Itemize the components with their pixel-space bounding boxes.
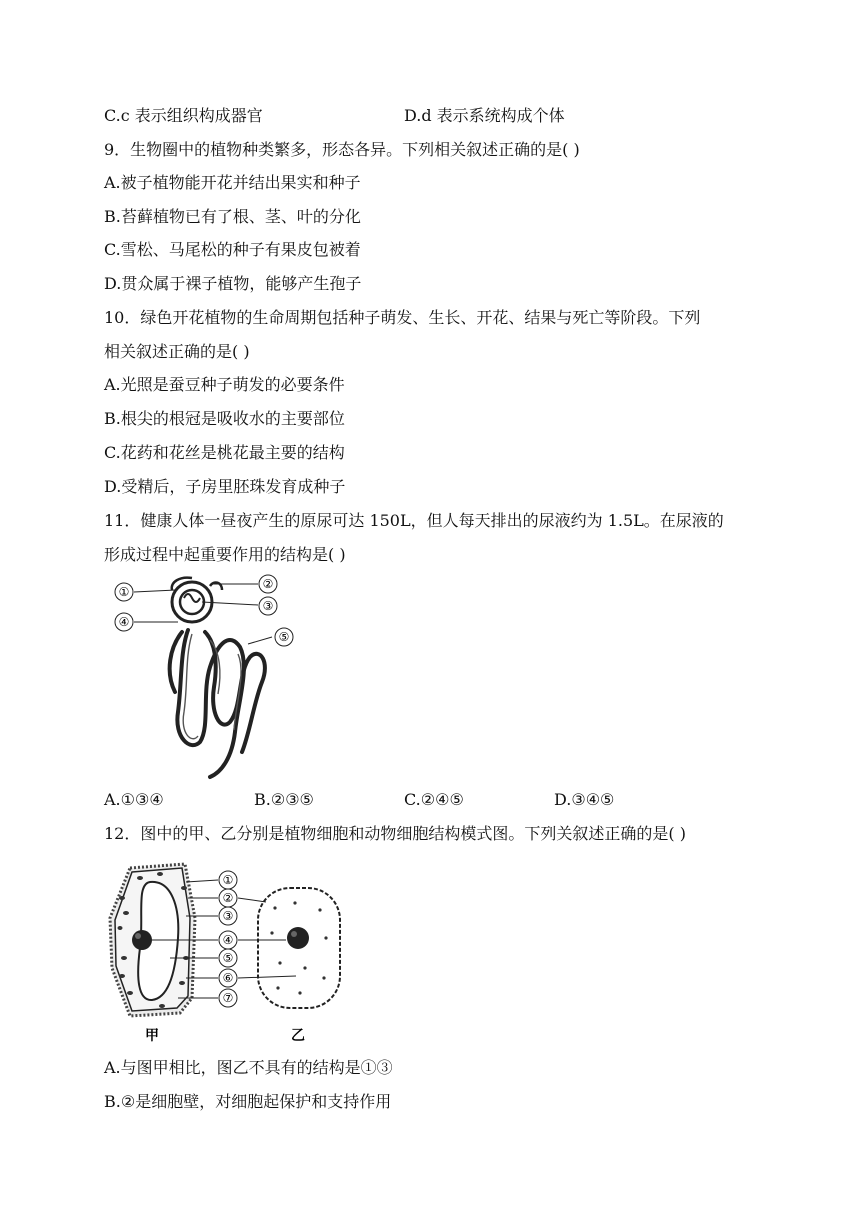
q11-stem-line1: 11．健康人体一昼夜产生的原尿可达 150L，但人每天排出的尿液约为 1.5L。在尿液的	[104, 511, 724, 530]
cell-label-6	[219, 969, 237, 987]
svg-text:④: ④	[118, 615, 130, 629]
q10-option-c: C.花药和花丝是桃花最主要的结构	[104, 443, 345, 462]
q11-option-b: B.②③⑤	[254, 790, 314, 809]
svg-text:⑤: ⑤	[222, 951, 234, 965]
cell-label-7	[219, 989, 237, 1007]
q12-option-b: B.②是细胞壁，对细胞起保护和支持作用	[104, 1092, 392, 1111]
q12-option-a: A.与图甲相比，图乙不具有的结构是①③	[104, 1058, 393, 1077]
q10-stem-line1: 10．绿色开花植物的生命周期包括种子萌发、生长、开花、结果与死亡等阶段。下列	[104, 308, 701, 327]
q9-option-c: C.雪松、马尾松的种子有果皮包被着	[104, 240, 361, 259]
q10-option-d: D.受精后，子房里胚珠发育成种子	[104, 477, 346, 496]
q9-option-d: D.贯众属于裸子植物，能够产生孢子	[104, 274, 362, 293]
q11-option-d: D.③④⑤	[554, 790, 615, 809]
cell-label-3	[219, 907, 237, 925]
q8-option-c: C.c 表示组织构成器官	[104, 106, 263, 125]
q9-option-b: B.苔藓植物已有了根、茎、叶的分化	[104, 207, 361, 226]
svg-text:①: ①	[118, 585, 130, 599]
animal-cell	[258, 888, 340, 1008]
caption-jia: 甲	[145, 1028, 159, 1044]
caption-yi: 乙	[291, 1028, 305, 1044]
cell-label-4	[219, 931, 237, 949]
cell-diagram	[100, 858, 360, 1048]
svg-text:④: ④	[222, 933, 234, 947]
q12-stem: 12．图中的甲、乙分别是植物细胞和动物细胞结构模式图。下列关叙述正确的是( )	[104, 824, 686, 843]
q10-option-b: B.根尖的根冠是吸收水的主要部位	[104, 409, 345, 428]
svg-text:⑤: ⑤	[278, 630, 290, 644]
svg-text:②: ②	[222, 891, 234, 905]
q10-option-a: A.光照是蚕豆种子萌发的必要条件	[104, 375, 345, 394]
nephron-label-3	[259, 597, 277, 615]
cell-label-5	[219, 949, 237, 967]
q9-stem: 9．生物圈中的植物种类繁多，形态各异。下列相关叙述正确的是( )	[104, 140, 580, 159]
q9-option-a: A.被子植物能开花并结出果实和种子	[104, 173, 361, 192]
svg-text:⑥: ⑥	[222, 971, 234, 985]
nephron-label-1	[115, 583, 133, 601]
q11-option-c: C.②④⑤	[404, 790, 464, 809]
svg-text:①: ①	[222, 873, 234, 887]
q10-stem-line2: 相关叙述正确的是( )	[104, 342, 250, 361]
q11-option-a: A.①③④	[104, 790, 164, 809]
cell-label-1	[219, 871, 237, 889]
svg-text:⑦: ⑦	[222, 991, 234, 1005]
svg-text:③: ③	[262, 599, 274, 613]
nephron-label-5	[275, 628, 293, 646]
svg-text:②: ②	[262, 577, 274, 591]
nephron-label-4	[115, 613, 133, 631]
q8-option-d: D.d 表示系统构成个体	[404, 106, 565, 125]
q11-stem-line2: 形成过程中起重要作用的结构是( )	[104, 545, 346, 564]
svg-text:③: ③	[222, 909, 234, 923]
nephron-label-2	[259, 575, 277, 593]
nephron-diagram	[110, 572, 310, 780]
cell-label-2	[219, 889, 237, 907]
